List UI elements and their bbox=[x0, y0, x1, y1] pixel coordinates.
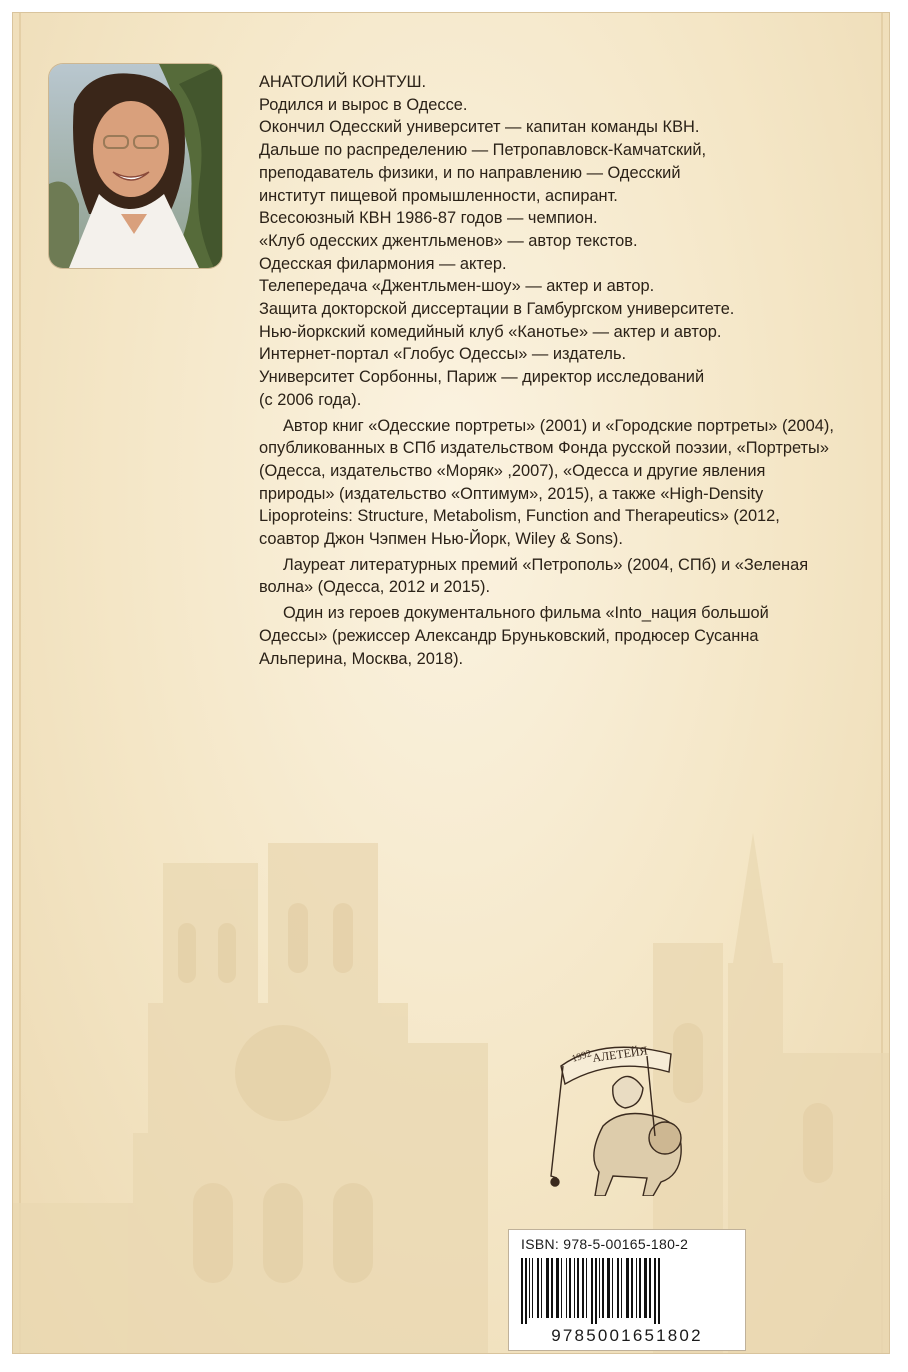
bio-line: Всесоюзный КВН 1986-87 годов — чемпион. bbox=[259, 209, 598, 228]
barcode-bar bbox=[586, 1258, 587, 1318]
barcode-bar bbox=[541, 1258, 542, 1318]
barcode-bar bbox=[574, 1258, 575, 1318]
barcode-bar bbox=[546, 1258, 549, 1318]
barcode-bar bbox=[658, 1258, 660, 1324]
bio-line: Телепередача «Джентльмен-шоу» — актер и автор. bbox=[259, 277, 655, 296]
barcode-bar bbox=[602, 1258, 604, 1318]
bio-line: преподаватель физики, и по направлению — Одесский bbox=[259, 163, 681, 182]
barcode-bar bbox=[556, 1258, 559, 1318]
barcode-bar bbox=[617, 1258, 619, 1318]
bio-line: Одесская филармония — актер. bbox=[259, 254, 507, 273]
barcode-bar bbox=[529, 1258, 530, 1318]
barcode-bar bbox=[551, 1258, 553, 1318]
books-paragraph: Автор книг «Одесские портреты» (2001) и «Городские портреты» (2004), опубликованных в СПб издательством Фонда русской поэзии, «Портреты» (Одесса, издательство «Моряк» ,2007), «Одесса и другие явления природы» (издательство «Оптимум», 2015), а также «High-Density Lipoproteins: Structure, Metabolism, Function and Therapeutics» (2012, соавтор Джон Чэпмен Нью-Йорк, Wiley & Sons). bbox=[259, 416, 834, 549]
awards-paragraph: Лауреат литературных премий «Петрополь» (2004, СПб) и «Зеленая волна» (Одесса, 2012 и 2015). bbox=[259, 555, 809, 597]
author-bio bbox=[259, 71, 839, 670]
barcode-bar bbox=[577, 1258, 579, 1318]
author-name: АНАТОЛИЙ КОНТУШ. bbox=[259, 73, 427, 91]
author-photo bbox=[49, 64, 222, 268]
bio-line: Защита докторской диссертации в Гамбургском университете. bbox=[259, 300, 735, 319]
publisher-emblem bbox=[543, 1026, 693, 1196]
bio-line: «Клуб одесских джентльменов» — автор текстов. bbox=[259, 231, 638, 250]
bio-line: (с 2006 года). bbox=[259, 390, 362, 409]
barcode-bar bbox=[599, 1258, 600, 1318]
bio-line: Университет Сорбонны, Париж — директор исследований bbox=[259, 368, 705, 387]
cathedral-watermark bbox=[13, 803, 889, 1353]
barcode-bar bbox=[631, 1258, 633, 1318]
barcode-bar bbox=[537, 1258, 539, 1318]
film-paragraph: Один из героев документального фильма «Into_нация большой Одессы» (режиссер Александр Бруньковский, продюсер Сусанна Альперина, Москва, 2018). bbox=[259, 604, 769, 668]
barcode-bar bbox=[561, 1258, 562, 1318]
isbn-box bbox=[508, 1229, 746, 1351]
barcode-bar bbox=[639, 1258, 641, 1318]
barcode-bar bbox=[621, 1258, 622, 1318]
bio-line: институт пищевой промышленности, аспирант. bbox=[259, 186, 618, 205]
barcode-bar bbox=[566, 1258, 567, 1318]
barcode-bar bbox=[532, 1258, 533, 1318]
emblem-name: АЛЕТЕЙЯ bbox=[591, 1043, 649, 1065]
bio-line: Окончил Одесский университет — капитан команды КВН. bbox=[259, 118, 700, 137]
barcode-bar bbox=[649, 1258, 651, 1318]
barcode-bar bbox=[636, 1258, 637, 1318]
barcode-bar bbox=[591, 1258, 593, 1324]
barcode-bar bbox=[626, 1258, 629, 1318]
bio-line: Интернет-портал «Глобус Одессы» — издатель. bbox=[259, 345, 627, 364]
emblem-year: 1992 bbox=[570, 1048, 593, 1065]
barcode-bar bbox=[525, 1258, 527, 1324]
barcode bbox=[519, 1258, 735, 1324]
barcode-bar bbox=[644, 1258, 647, 1318]
barcode-bar bbox=[569, 1258, 571, 1318]
barcode-bar bbox=[612, 1258, 613, 1318]
barcode-bar bbox=[521, 1258, 523, 1324]
barcode-bar bbox=[654, 1258, 656, 1324]
isbn-label: ISBN: 978-5-00165-180-2 bbox=[521, 1236, 689, 1252]
bio-line: Родился и вырос в Одессе. bbox=[259, 95, 468, 114]
barcode-bar bbox=[607, 1258, 610, 1318]
barcode-bar bbox=[582, 1258, 584, 1318]
book-back-cover bbox=[12, 12, 890, 1354]
barcode-bar bbox=[595, 1258, 597, 1324]
bio-line: Дальше по распределению — Петропавловск-Камчатский, bbox=[259, 141, 707, 160]
isbn-digits: 9785001651802 bbox=[551, 1326, 703, 1345]
bio-line: Нью-йоркский комедийный клуб «Канотье» — актер и автор. bbox=[259, 322, 722, 341]
